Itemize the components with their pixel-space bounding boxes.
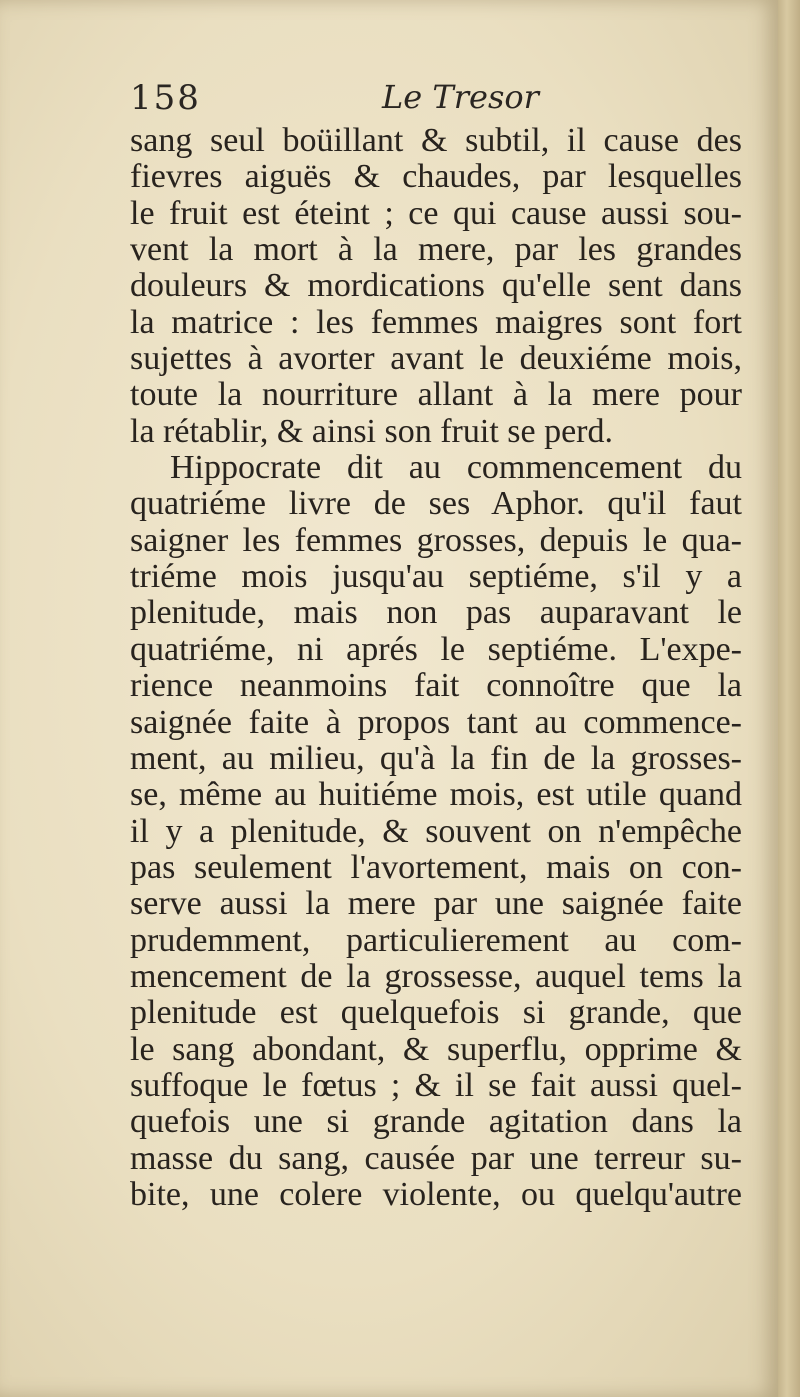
text-line: se, même au huitiéme mois, est utile quand [130, 777, 742, 814]
text-line: la matrice : les femmes maigres sont fort [130, 304, 742, 341]
paragraph-first-line: Hippocrate dit au commencement du [170, 450, 742, 487]
text-line: plenitude est quelquefois si grande, que [130, 995, 742, 1032]
text-line: triéme mois jusqu'au septiéme, s'il y a [130, 559, 742, 596]
body-text [130, 123, 742, 1213]
text-line: le fruit est éteint ; ce qui cause aussi sou- [130, 195, 742, 232]
text-line: quefois une si grande agitation dans la [130, 1104, 742, 1141]
text-line: saigner les femmes grosses, depuis le qua- [130, 522, 742, 559]
text-line: mencement de la grossesse, auquel tems la [130, 958, 742, 995]
page-edge [778, 0, 800, 1397]
text-line: le sang abondant, & superflu, opprime & [130, 1031, 742, 1068]
text-line: il y a plenitude, & souvent on n'empêche [130, 813, 742, 850]
text-line: toute la nourriture allant à la mere pour [130, 377, 742, 414]
text-line: sang seul boüillant & subtil, il cause des [130, 123, 742, 159]
text-line: prudemment, particulierement au com- [130, 922, 742, 959]
text-line: quatriéme livre de ses Aphor. qu'il faut [130, 486, 742, 523]
text-line: saignée faite à propos tant au commence- [130, 704, 742, 741]
page-number: 158 [130, 78, 201, 118]
text-line: fievres aiguës & chaudes, par lesquelles [130, 159, 742, 196]
text-line: quatriéme, ni aprés le septiéme. L'expe- [130, 631, 742, 668]
text-line: vent la mort à la mere, par les grandes [130, 232, 742, 269]
text-line: pas seulement l'avortement, mais on con- [130, 849, 742, 886]
text-line: masse du sang, causée par une terreur su- [130, 1140, 742, 1177]
text-line: sujettes à avorter avant le deuxiéme mois, [130, 341, 742, 378]
paragraph-end-line: la rétablir, & ainsi son fruit se perd. [130, 413, 614, 450]
text-line: suffoque le fœtus ; & il se fait aussi quel- [130, 1067, 742, 1104]
text-line: serve aussi la mere par une saignée faite [130, 886, 742, 923]
text-line: rience neanmoins fait connoître que la [130, 668, 742, 705]
text-line: plenitude, mais non pas auparavant le [130, 595, 742, 632]
text-line: douleurs & mordications qu'elle sent dans [130, 268, 742, 305]
running-title: Le Tresor [382, 78, 539, 116]
page-header [130, 78, 740, 128]
text-line: bite, une colere violente, ou quelqu'autre [130, 1176, 742, 1213]
text-line: ment, au milieu, qu'à la fin de la grosses- [130, 740, 742, 777]
